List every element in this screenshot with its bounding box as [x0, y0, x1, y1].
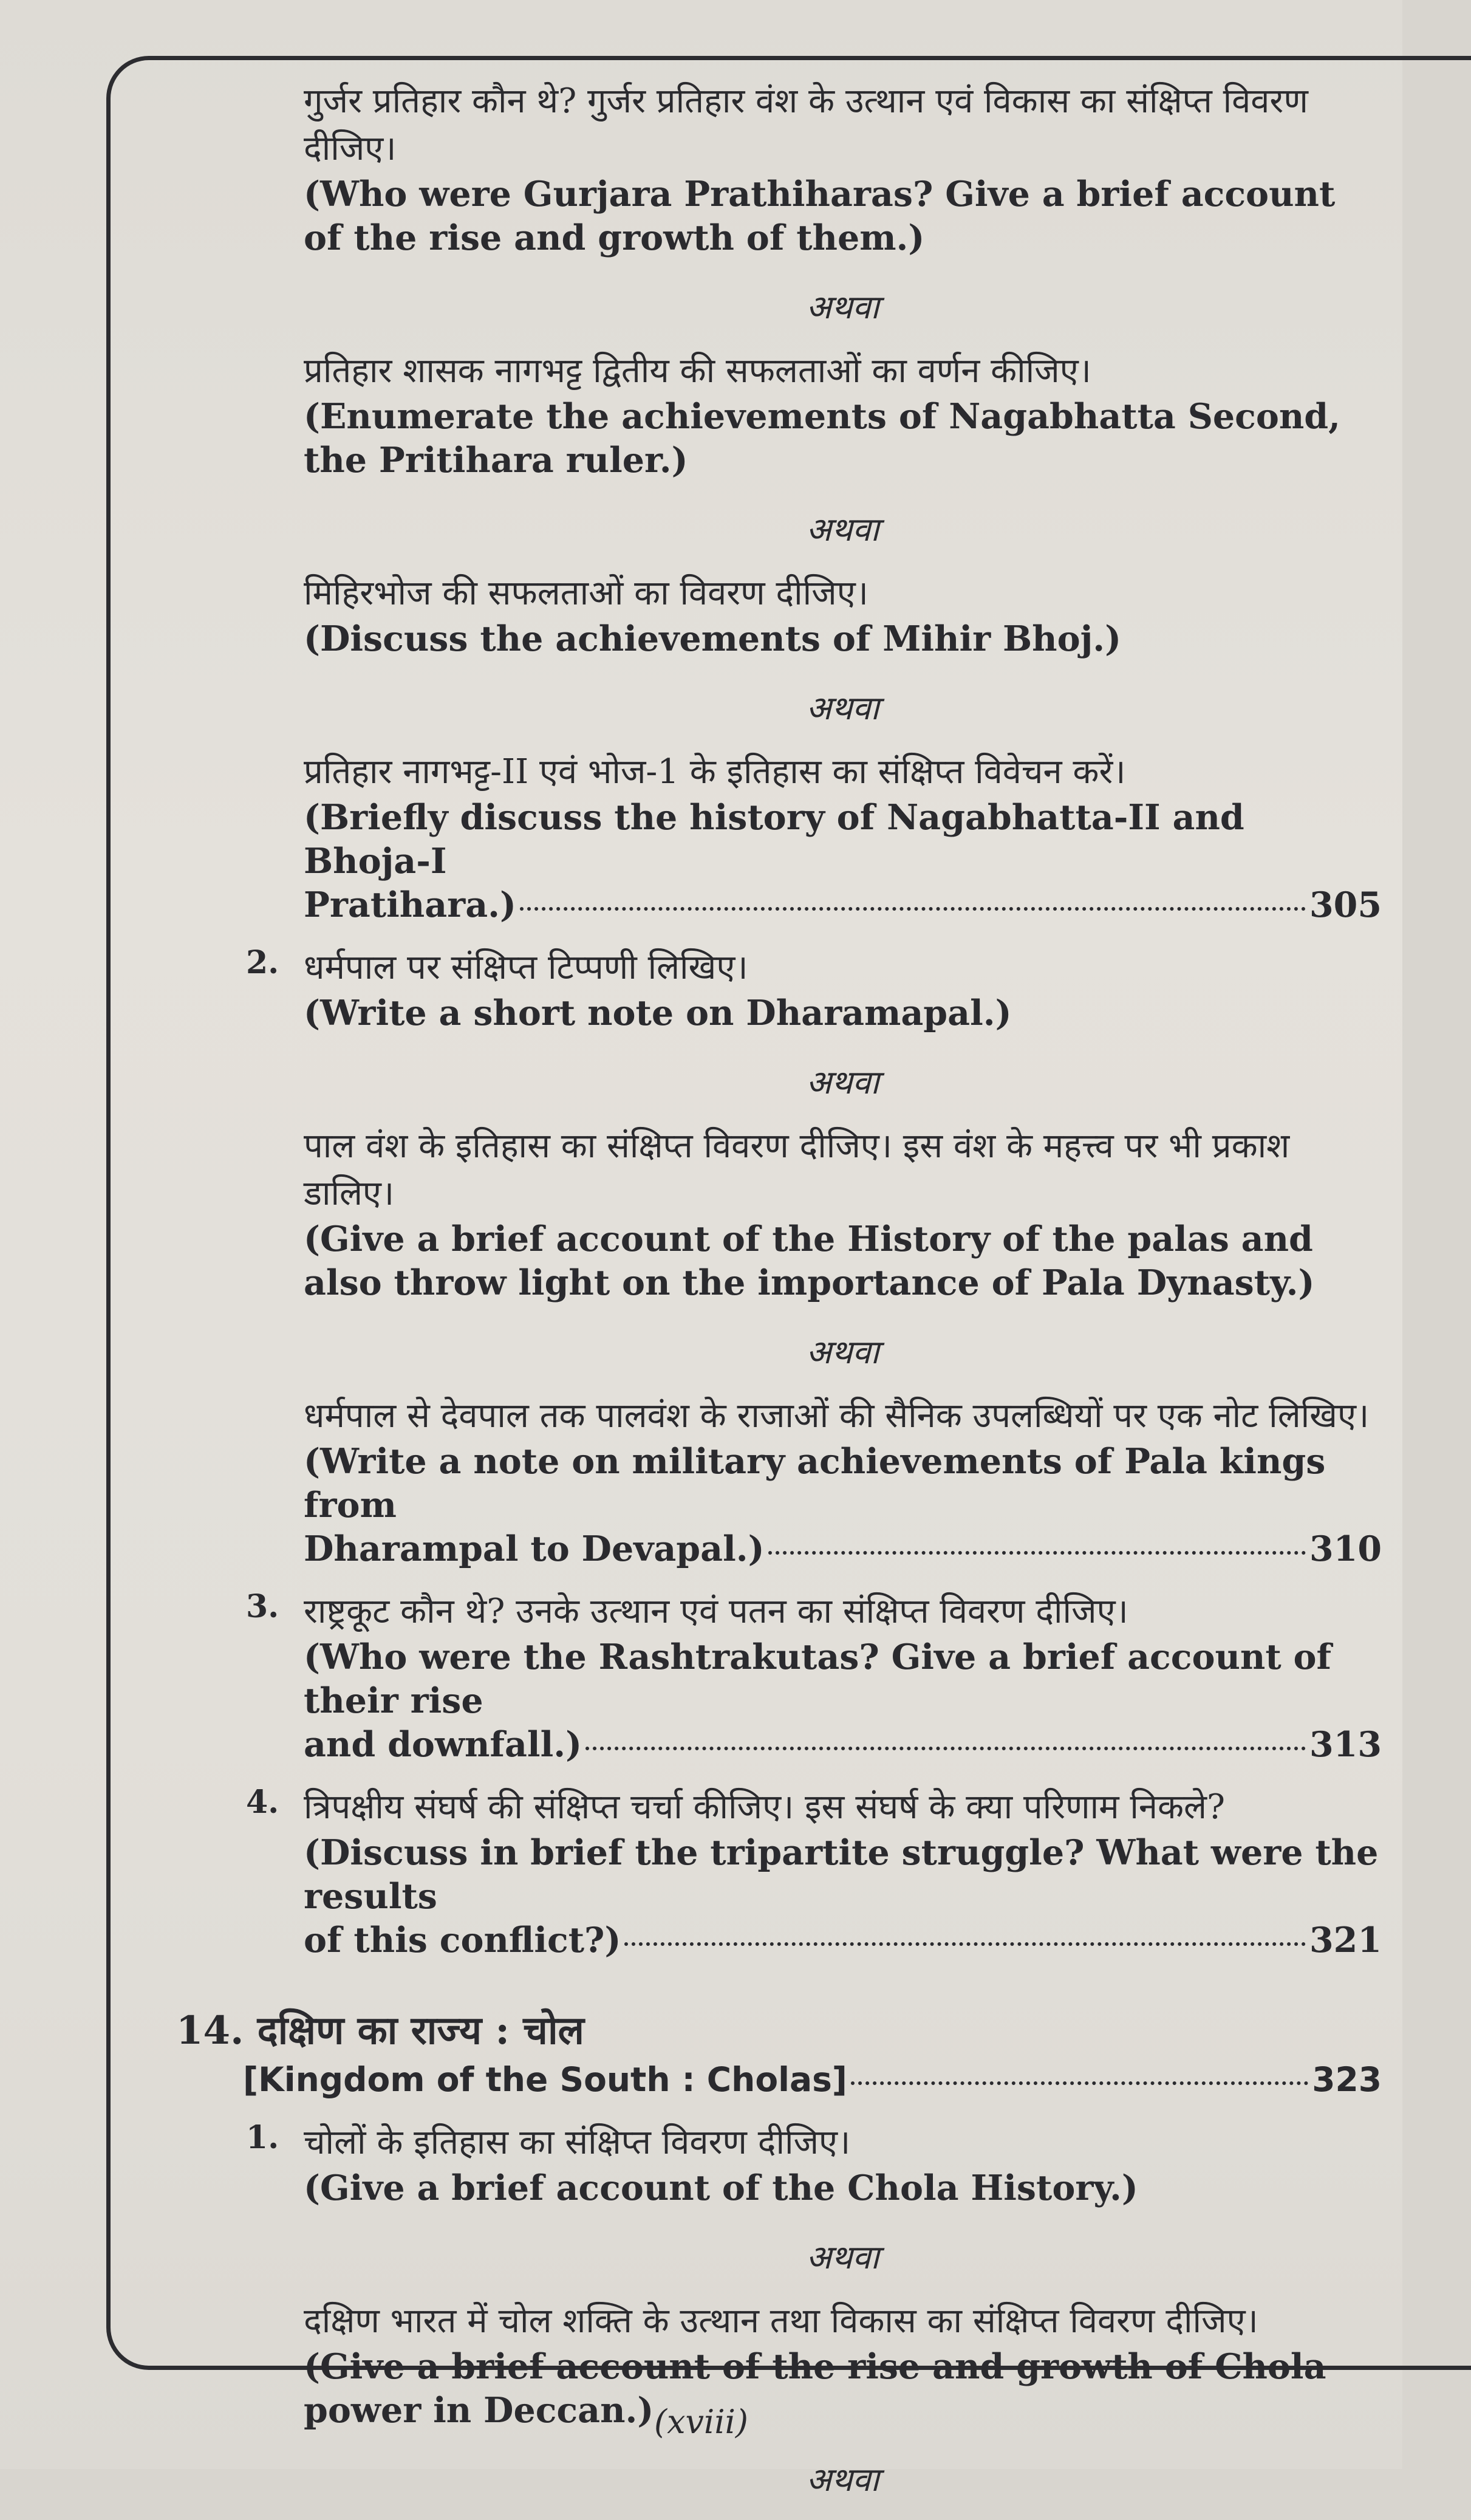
- or-separator: अथवा: [806, 510, 879, 549]
- dot-leader: [520, 907, 1306, 911]
- leader-line: [304, 1527, 1382, 1571]
- or-separator: अथवा: [806, 288, 879, 326]
- question-english: (Briefly discuss the history of Nagabhatta-II and Bhoja-I: [304, 797, 1244, 882]
- dot-leader: [624, 1942, 1306, 1946]
- toc-entry-q2-alt2: [176, 1392, 1382, 1571]
- question-number: 3.: [246, 1588, 279, 1625]
- question-english-end: Dharampal to Devapal.): [304, 1529, 765, 1569]
- page-number: 313: [1309, 1724, 1382, 1765]
- question-english: (Write a short note on Dharamapal.): [304, 993, 1012, 1033]
- toc-entry-q1-alt3: [176, 748, 1382, 927]
- question-english: (Give a brief account of the History of the palas and also throw light on the importance of Pala Dynasty.): [304, 1219, 1315, 1303]
- dot-leader: [851, 2081, 1308, 2085]
- toc-entry-q2-alt1: [176, 1123, 1382, 1305]
- question-hindi: मिहिरभोज की सफलताओं का विवरण दीजिए।: [304, 574, 869, 613]
- question-hindi: प्रतिहार शासक नागभट्ट द्वितीय की सफलताओं का वर्णन कीजिए।: [304, 351, 1091, 391]
- contents-list: [176, 78, 1382, 2520]
- leader-line: [304, 883, 1382, 927]
- question-hindi: चोलों के इतिहास का संक्षिप्त विवरण दीजिए।: [304, 2123, 851, 2162]
- toc-entry-q2: [176, 944, 1382, 1035]
- dot-leader: [768, 1551, 1306, 1555]
- or-separator: अथवा: [806, 2460, 879, 2499]
- question-english: (Who were Gurjara Prathiharas? Give a brief account of the rise and growth of them.): [304, 174, 1336, 258]
- question-english: (Discuss the achievements of Mihir Bhoj.): [304, 618, 1122, 659]
- question-english-end: of this conflict?): [304, 1920, 621, 1960]
- question-hindi: दक्षिण भारत में चोल शक्ति के उत्थान तथा विकास का संक्षिप्त विवरण दीजिए।: [304, 2301, 1258, 2341]
- or-separator: अथवा: [806, 1333, 879, 1371]
- question-english: (Discuss in brief the tripartite struggle? What were the results: [304, 1832, 1379, 1917]
- page-footer-number: (xviii): [654, 2403, 748, 2441]
- page-number: 305: [1309, 885, 1382, 925]
- toc-entry-q4: [176, 1784, 1382, 1962]
- toc-entry-q1-alt1: [176, 348, 1382, 482]
- page-number: 310: [1309, 1529, 1382, 1569]
- dot-leader: [585, 1747, 1306, 1750]
- leader-line: [304, 1723, 1382, 1767]
- toc-entry-ch14-q1: [176, 2119, 1382, 2210]
- question-english-end: Pratihara.): [304, 885, 516, 925]
- or-separator: अथवा: [806, 689, 879, 727]
- page-number: 321: [1309, 1920, 1382, 1960]
- page-number: 323: [1312, 2060, 1382, 2099]
- question-english: (Enumerate the achievements of Nagabhatta Second, the Pritihara ruler.): [304, 396, 1340, 481]
- question-number: 2.: [246, 944, 279, 981]
- toc-entry-q3: [176, 1588, 1382, 1767]
- leader-line: [304, 1919, 1382, 1962]
- question-hindi: धर्मपाल पर संक्षिप्त टिप्पणी लिखिए।: [304, 948, 748, 987]
- chapter-heading: [176, 2005, 1382, 2102]
- question-english: (Give a brief account of the Chola History.): [304, 2168, 1138, 2208]
- question-hindi: धर्मपाल से देवपाल तक पालवंश के राजाओं की सैनिक उपलब्धियों पर एक नोट लिखिए।: [304, 1396, 1370, 1436]
- question-english: (Who were the Rashtrakutas? Give a brief account of their rise: [304, 1637, 1332, 1721]
- question-hindi: गुर्जर प्रतिहार कौन थे? गुर्जर प्रतिहार वंश के उत्थान एवं विकास का संक्षिप्त विवरण दीजिए।: [304, 81, 1308, 168]
- question-english-end: and downfall.): [304, 1724, 582, 1765]
- question-english: (Give a brief account of the rise and growth of Chola power in Deccan.): [304, 2346, 1326, 2431]
- question-english: (Write a note on military achievements of Pala kings from: [304, 1441, 1326, 1525]
- or-separator: अथवा: [806, 1063, 879, 1101]
- chapter-title-line: [176, 2057, 1382, 2102]
- toc-entry-q1: [176, 78, 1382, 260]
- chapter-title-english: [Kingdom of the South : Cholas]: [243, 2060, 847, 2099]
- question-number: 4.: [246, 1784, 279, 1821]
- question-hindi: प्रतिहार नागभट्ट-II एवं भोज-1 के इतिहास का संक्षिप्त विवेचन करें।: [304, 752, 1126, 792]
- chapter-title-hindi: 14. दक्षिण का राज्य : चोल: [176, 2008, 584, 2053]
- question-hindi: राष्ट्रकूट कौन थे? उनके उत्थान एवं पतन का संक्षिप्त विवरण दीजिए।: [304, 1592, 1128, 1631]
- question-hindi: त्रिपक्षीय संघर्ष की संक्षिप्त चर्चा कीजिए। इस संघर्ष के क्या परिणाम निकले?: [304, 1787, 1225, 1827]
- question-hindi: पाल वंश के इतिहास का संक्षिप्त विवरण दीजिए। इस वंश के महत्त्व पर भी प्रकाश डालिए।: [304, 1126, 1290, 1213]
- question-number: 1.: [246, 2119, 279, 2156]
- or-separator: अथवा: [806, 2238, 879, 2276]
- toc-entry-q1-alt2: [176, 570, 1382, 661]
